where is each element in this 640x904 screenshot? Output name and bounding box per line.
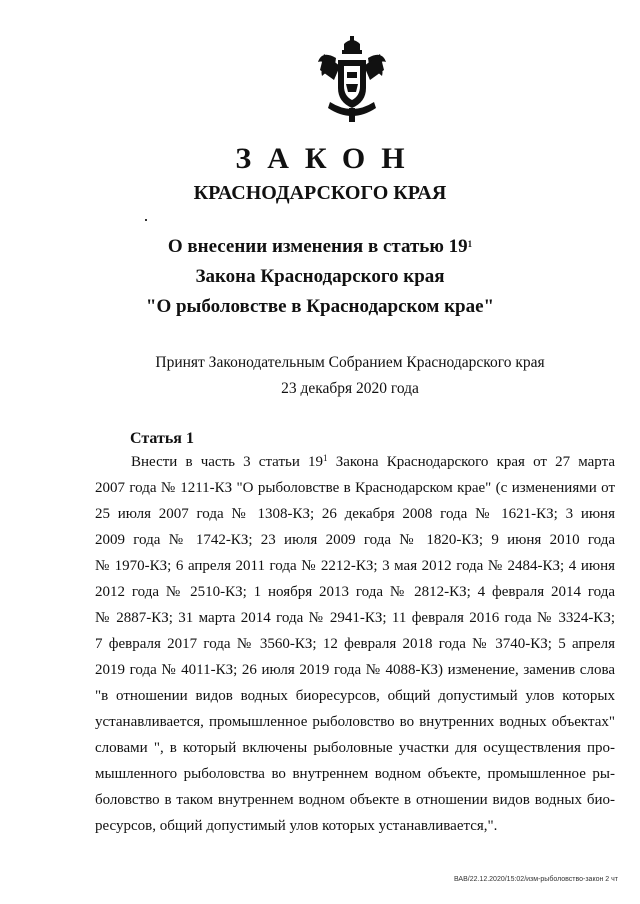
article-line: словами ", в который включены рыболовные участки для осуществления про-: [95, 740, 615, 756]
region-name: КРАСНОДАРСКОГО КРАЯ: [193, 182, 447, 204]
document-title: ЗАКОН: [235, 142, 421, 175]
adoption-statement: Принят Законодательным Собранием Краснодарского края: [155, 354, 545, 371]
article-line: 25 июля 2007 года № 1308-КЗ; 26 декабря 2008 года № 1621-КЗ; 3 июня: [95, 506, 615, 522]
subject-line-2: Закона Краснодарского края: [195, 266, 445, 287]
article-line: № 1970-КЗ; 6 апреля 2011 года № 2212-КЗ; 3 мая 2012 года № 2484-КЗ; 4 июня: [95, 558, 615, 574]
article-line: 7 февраля 2017 года № 3560-КЗ; 12 февраля 2018 года № 3740-КЗ; 5 апреля: [95, 636, 615, 652]
article-line: ресурсов, общий допустимый улов которых устанавливается,".: [95, 818, 498, 834]
article-line: "в отношении видов водных биоресурсов, общий допустимый улов которых: [95, 688, 615, 704]
article-line: Внести в часть 3 статьи $19^1$ Закона Краснодарского края от 27 марта: [131, 453, 615, 470]
article-heading: Статья 1: [130, 430, 194, 447]
article-line: боловство в таком внутреннем водном объекте в отношении видов водных био-: [95, 792, 615, 808]
footer-file-code: ВАВ/22.12.2020/15:02/изм-рыболовство-закон 2 чт: [453, 876, 618, 883]
scan-dot: [145, 219, 147, 221]
subject-line-1: О внесении изменения в статью $19^1$: [167, 236, 473, 257]
article-line: 2007 года № 1211-КЗ "О рыболовстве в Краснодарском крае" (с изменениями от: [95, 480, 615, 496]
adoption-date: 23 декабря 2020 года: [281, 380, 419, 397]
article-line: 2012 года № 2510-КЗ; 1 ноября 2013 года № 2812-КЗ; 4 февраля 2014 года: [95, 584, 615, 600]
article-line: устанавливается, промышленное рыболовство во внутренних водных объектах": [95, 714, 615, 730]
article-line: мышленного рыболовства во внутреннем водном объекте, промышленное ры-: [95, 766, 615, 782]
article-line: № 2887-КЗ; 31 марта 2014 года № 2941-КЗ; 11 февраля 2016 года № 3324-КЗ;: [95, 610, 615, 626]
subject-line-3: "О рыболовстве в Краснодарском крае": [145, 296, 495, 317]
article-line: 2019 года № 4011-КЗ; 26 июля 2019 года № 4088-КЗ) изменение, заменив слова: [95, 662, 615, 678]
article-line: 2009 года № 1742-КЗ; 23 июля 2009 года № 1820-КЗ; 9 июня 2010 года: [95, 532, 615, 548]
krasnodar-coat-of-arms-icon: [316, 36, 388, 124]
